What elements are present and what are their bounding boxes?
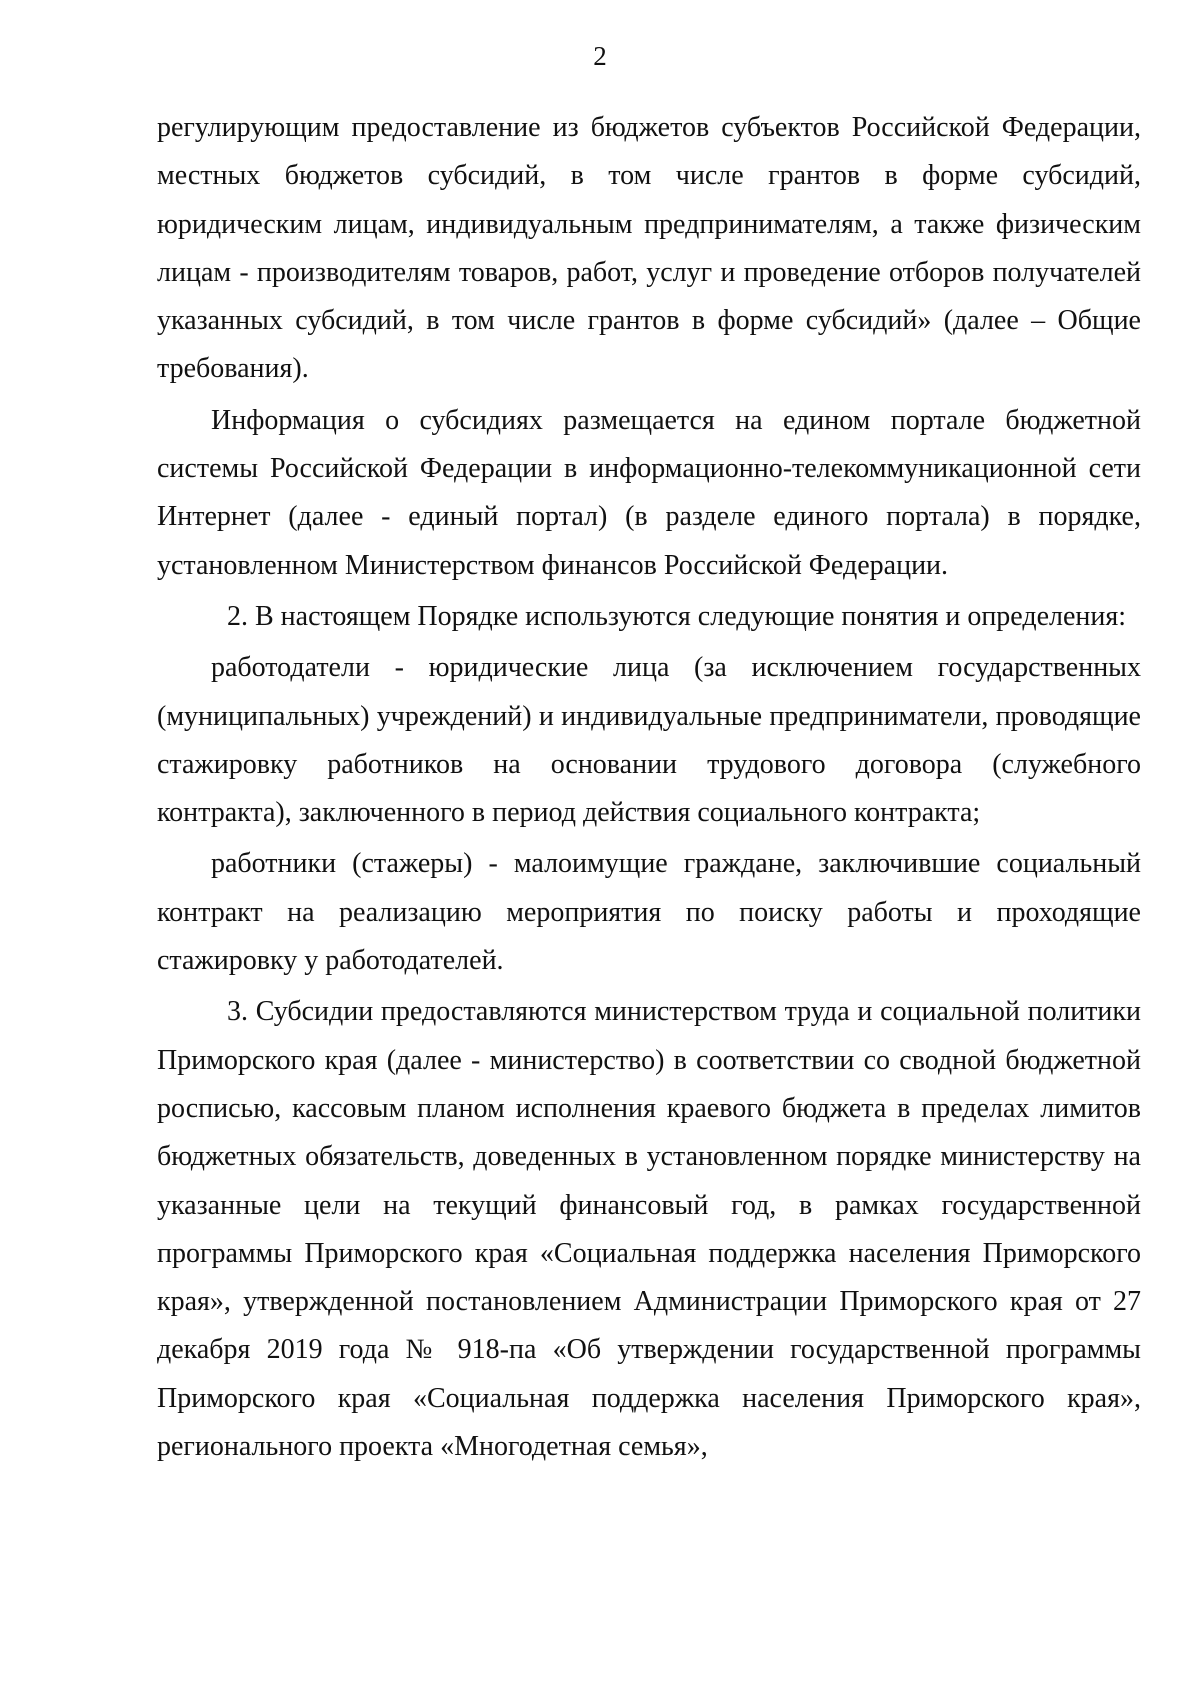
paragraph-item-3-subsidies: 3. Субсидии предоставляются министерством труда и социальной политики Приморского края (далее - министерство) в соответствии со сводной бюджетной росписью, кассовым планом исполнения краевого бюджета в пределах лимитов бюджетных обязательств, доведенных в установленном порядке министерству на указанные цели на текущий финансовый год, в рамках государственной программы Приморского края «Социальная поддержка населения Приморского края», утвержденной постановлением Администрации Приморского края от 27 декабря 2019 года № 918-па «Об утверждении государственной программы Приморского края «Социальная поддержка населения Приморского края», регионального проекта «Многодетная семья»,: [157, 996, 1141, 1463]
document-body: [157, 104, 1141, 1471]
paragraph-definition-employers: работодатели - юридические лица (за исключением государственных (муниципальных) учреждений) и индивидуальные предприниматели, проводящие стажировку работников на основании трудового договора (служебного контракта), заключенного в период действия социального контракта;: [157, 652, 1141, 829]
paragraph-definition-workers: работники (стажеры) - малоимущие граждане, заключившие социальный контракт на реализацию мероприятия по поиску работы и проходящие стажировку у работодателей.: [157, 848, 1141, 977]
paragraph-subsidy-information: Информация о субсидиях размещается на едином портале бюджетной системы Российской Федерации в информационно-телекоммуникационной сети Интернет (далее - единый портал) (в разделе единого портала) в порядке, установленном Министерством финансов Российской Федерации.: [157, 404, 1141, 581]
paragraph-item-2-definitions: 2. В настоящем Порядке используются следующие понятия и определения:: [227, 600, 1127, 632]
page-number: 2: [593, 41, 607, 71]
paragraph-general-requirements-continuation: регулирующим предоставление из бюджетов субъектов Российской Федерации, местных бюджетов субсидий, в том числе грантов в форме субсидий, юридическим лицам, индивидуальным предпринимателям, а также физическим лицам - производителям товаров, работ, услуг и проведение отборов получателей указанных субсидий, в том числе грантов в форме субсидий» (далее – Общие требования).: [157, 112, 1141, 385]
